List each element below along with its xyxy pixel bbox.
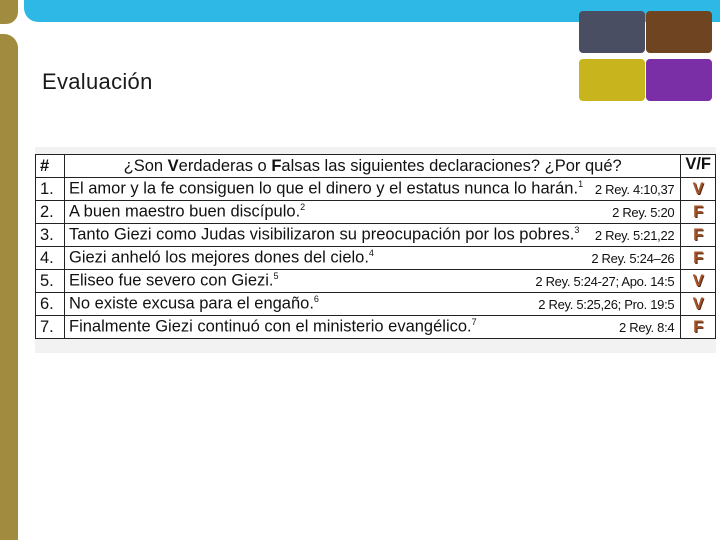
row-statement xyxy=(65,293,681,316)
answer-cell: V xyxy=(681,178,716,201)
row-statement xyxy=(65,316,681,339)
slide-title: Evaluación xyxy=(42,69,153,94)
header-question: ¿Son Verdaderas o Falsas las siguientes declaraciones? ¿Por qué? xyxy=(65,155,681,178)
footnote-marker: 4 xyxy=(368,248,374,259)
row-statement xyxy=(65,247,681,270)
quiz-row xyxy=(36,247,716,270)
answer-cell: F xyxy=(681,247,716,270)
bible-reference: 2 Rey. 5:21,22 xyxy=(594,228,675,243)
statement-text: Tanto Giezi como Judas visibilizaron su preocupación por los pobres.$^3$ xyxy=(69,225,580,244)
color-swatch-brown xyxy=(646,11,712,53)
row-statement xyxy=(65,270,681,293)
color-swatch-olive xyxy=(579,59,645,101)
row-statement xyxy=(65,201,681,224)
bible-reference: 2 Rey. 4:10,37 xyxy=(594,182,675,197)
left-accent-bar-top xyxy=(0,0,18,24)
answer-cell: F xyxy=(681,201,716,224)
footnote-marker: 2 xyxy=(300,202,306,213)
quiz-row xyxy=(36,316,716,339)
row-number: 7. xyxy=(36,316,65,339)
footnote-marker: 7 xyxy=(471,317,477,328)
row-number: 5. xyxy=(36,270,65,293)
statement-text: No existe excusa para el engaño.$^6$ xyxy=(69,294,319,313)
bible-reference: 2 Rey. 5:24-27; Apo. 14:5 xyxy=(535,274,675,289)
statement-text: Finalmente Giezi continuó con el ministerio evangélico.$^7$ xyxy=(69,317,477,336)
statement-text: Eliseo fue severo con Giezi.$^5$ xyxy=(69,271,279,290)
footnote-marker: 6 xyxy=(313,294,319,305)
quiz-header-row xyxy=(36,155,716,178)
color-swatch-slate xyxy=(579,11,645,53)
row-statement xyxy=(65,224,681,247)
answer-cell: F xyxy=(681,316,716,339)
statement-text: El amor y la fe consiguen lo que el dinero y el estatus nunca lo harán.$^1$ xyxy=(69,179,584,198)
left-accent-bar xyxy=(0,34,18,540)
header-number: # xyxy=(36,155,65,178)
footnote-marker: 1 xyxy=(578,179,584,190)
quiz-row xyxy=(36,201,716,224)
bible-reference: 2 Rey. 5:25,26; Pro. 19:5 xyxy=(538,297,675,312)
answer-cell: V xyxy=(681,293,716,316)
quiz-row xyxy=(36,293,716,316)
quiz-table xyxy=(35,154,716,339)
quiz-image xyxy=(35,147,716,353)
bible-reference: 2 Rey. 5:24–26 xyxy=(591,251,675,266)
quiz-row xyxy=(36,270,716,293)
answer-cell: V xyxy=(681,270,716,293)
footnote-marker: 5 xyxy=(273,271,279,282)
row-number: 6. xyxy=(36,293,65,316)
row-number: 2. xyxy=(36,201,65,224)
row-number: 4. xyxy=(36,247,65,270)
quiz-row xyxy=(36,224,716,247)
row-number: 1. xyxy=(36,178,65,201)
answer-cell: F xyxy=(681,224,716,247)
footnote-marker: 3 xyxy=(574,225,580,236)
header-vf: V/F xyxy=(681,155,716,178)
bible-reference: 2 Rey. 8:4 xyxy=(619,320,675,335)
quiz-row xyxy=(36,178,716,201)
row-statement xyxy=(65,178,681,201)
statement-text: Giezi anheló los mejores dones del cielo.$^4$ xyxy=(69,248,374,267)
row-number: 3. xyxy=(36,224,65,247)
bible-reference: 2 Rey. 5:20 xyxy=(612,205,675,220)
color-swatch-purple xyxy=(646,59,712,101)
statement-text: A buen maestro buen discípulo.$^2$ xyxy=(69,202,306,221)
